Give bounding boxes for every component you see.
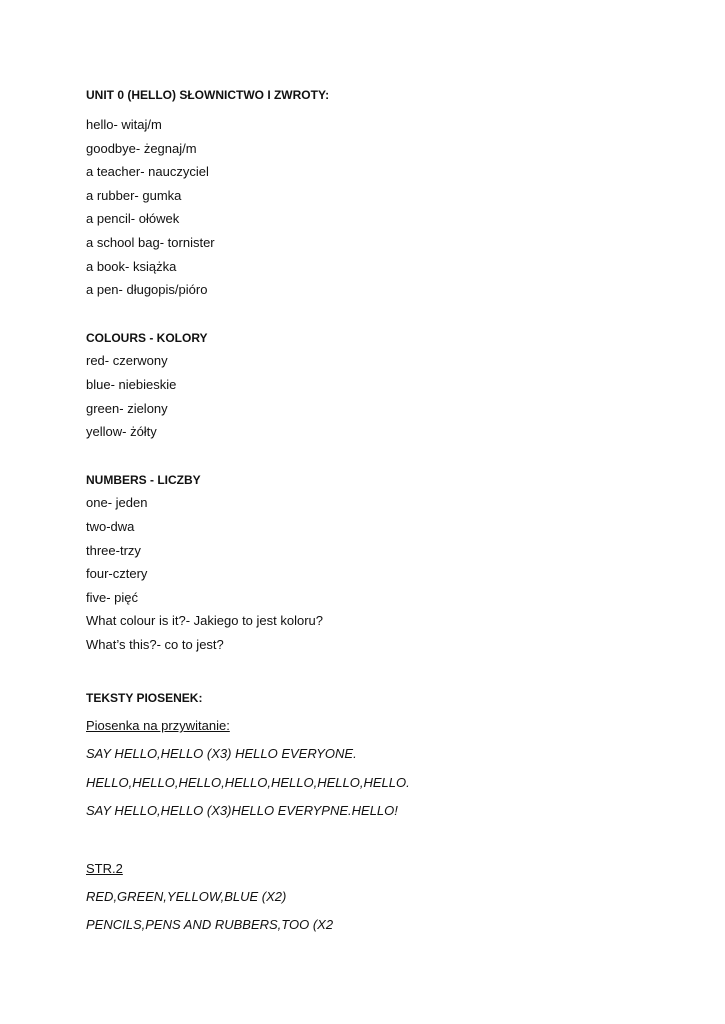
vocab-item: a pencil- ołówek bbox=[86, 211, 180, 226]
vocab-item: hello- witaj/m bbox=[86, 117, 162, 132]
section-title-songs: TEKSTY PIOSENEK: bbox=[86, 691, 203, 705]
song2-heading: STR.2 bbox=[86, 861, 123, 876]
phrase-item: What colour is it?- Jakiego to jest koloru? bbox=[86, 613, 323, 628]
section-title-colours: COLOURS - KOLORY bbox=[86, 331, 208, 345]
song2-line: PENCILS,PENS AND RUBBERS,TOO (X2 bbox=[86, 917, 334, 932]
section-title-unit0: UNIT 0 (HELLO) SŁOWNICTWO I ZWROTY: bbox=[86, 88, 330, 102]
colour-item: red- czerwony bbox=[86, 353, 168, 368]
song2-line: RED,GREEN,YELLOW,BLUE (X2) bbox=[86, 889, 287, 904]
vocab-item: a pen- długopis/pióro bbox=[86, 282, 208, 297]
number-item: two-dwa bbox=[86, 519, 135, 534]
colour-item: blue- niebieskie bbox=[86, 377, 177, 392]
number-item: five- pięć bbox=[86, 590, 139, 605]
number-item: one- jeden bbox=[86, 495, 148, 510]
song1-line: SAY HELLO,HELLO (X3) HELLO EVERYONE. bbox=[86, 746, 357, 761]
colour-item: green- zielony bbox=[86, 401, 168, 416]
song1-line: HELLO,HELLO,HELLO,HELLO,HELLO,HELLO,HELLO. bbox=[86, 775, 410, 790]
vocab-item: a book- książka bbox=[86, 259, 177, 274]
section-title-numbers: NUMBERS - LICZBY bbox=[86, 473, 201, 487]
vocab-item: a teacher- nauczyciel bbox=[86, 164, 209, 179]
number-item: four-cztery bbox=[86, 566, 148, 581]
song1-heading: Piosenka na przywitanie: bbox=[86, 718, 230, 733]
number-item: three-trzy bbox=[86, 543, 141, 558]
song1-line: SAY HELLO,HELLO (X3)HELLO EVERYPNE.HELLO! bbox=[86, 803, 398, 818]
vocab-item: goodbye- żegnaj/m bbox=[86, 141, 197, 156]
colour-item: yellow- żółty bbox=[86, 424, 157, 439]
vocab-item: a school bag- tornister bbox=[86, 235, 215, 250]
vocab-item: a rubber- gumka bbox=[86, 188, 182, 203]
phrase-item: What’s this?- co to jest? bbox=[86, 637, 224, 652]
